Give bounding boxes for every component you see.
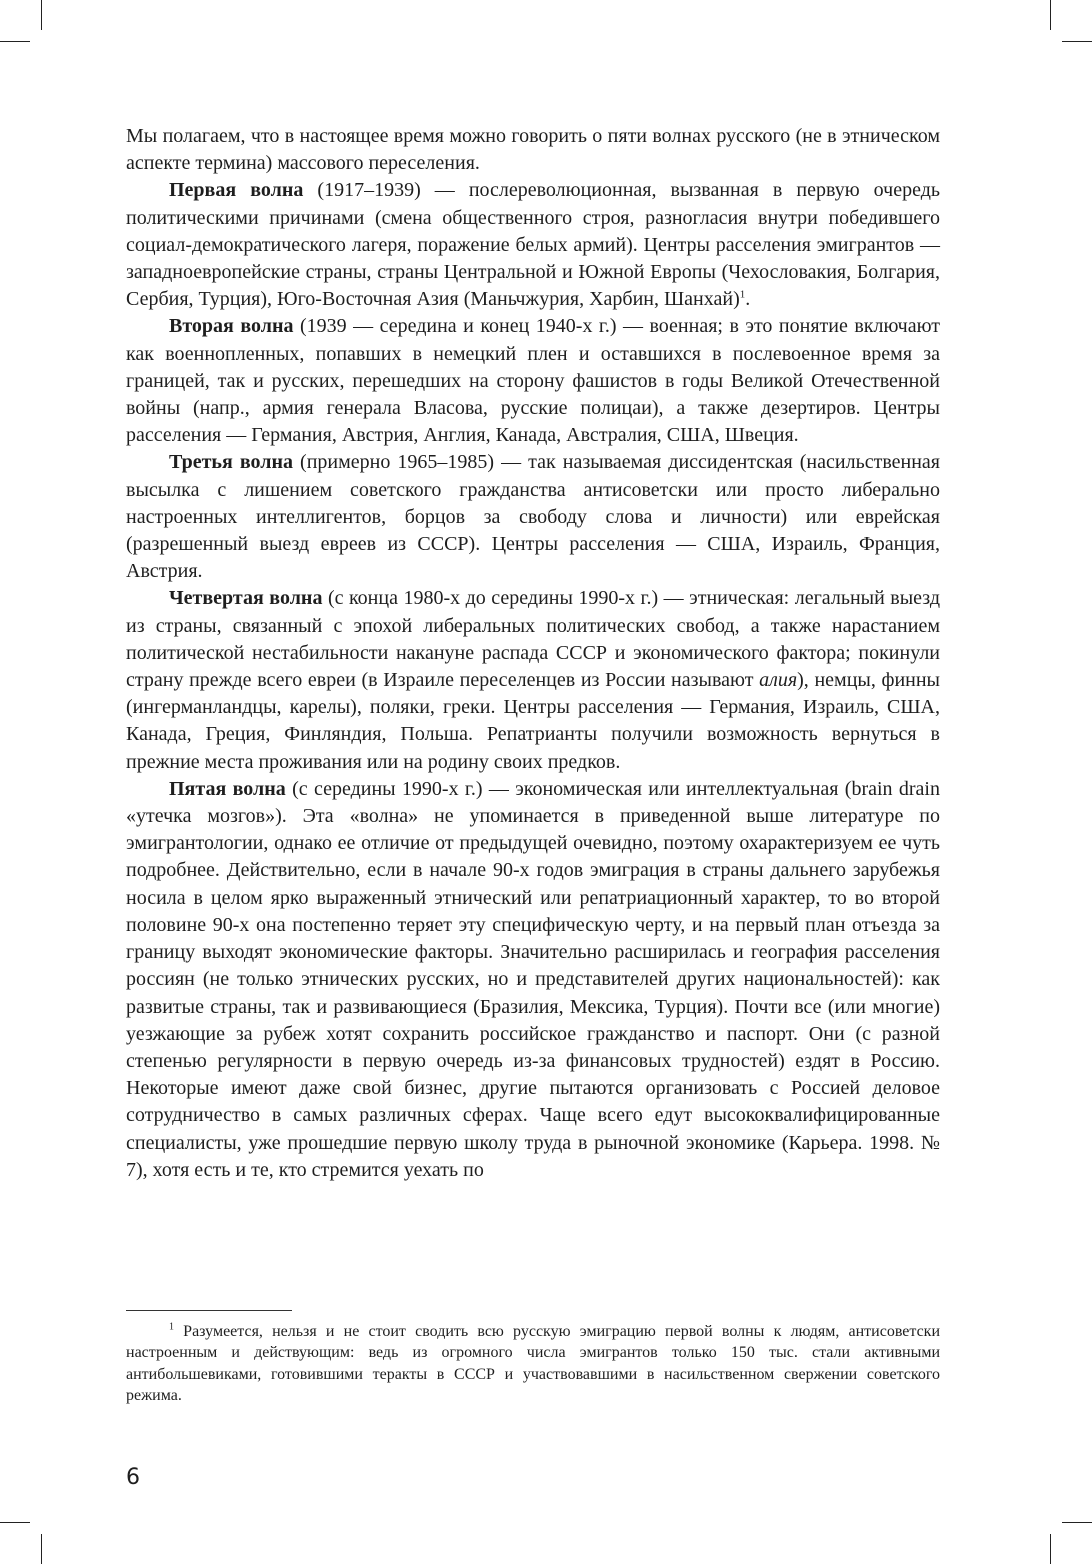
paragraph-first-wave (126, 177, 940, 313)
crop-mark (0, 1522, 30, 1523)
paragraph-text: ), немцы, финны (ингерманландцы, карелы), поляки, греки. Центры расселения — Германия, Израиль, США, Канада, Греция, Финляндия, Польша. Репатрианты получили возможность вернуться в прежние места проживания или на родину своих предков. (126, 669, 940, 773)
paragraph-heading: Третья волна (169, 451, 293, 474)
paragraph-text: (1917–1939) — послереволюционная, вызванная в первую очередь политическими причинами (смена общественного строя, разногласия внутри победившего социал-демократического лагеря, поражение белых армий). Центры расселения эмигрантов — западноевропейские страны, страны Центральной и Южной Европы (Чехословакия, Болгария, Сербия, Турция), Юго-Восточная Азия (Маньчжурия, Харбин, Шанхай) (126, 179, 941, 311)
crop-mark (1050, 0, 1051, 30)
footnote-text: Разумеется, нельзя и не стоит сводить всю русскую эмиграцию первой волны к людям, антисоветски настроенным и действующим: ведь из огромного числа эмигрантов только 150 тыс. стали активными антибольшевиками, готовившими теракты в СССР и участвовавшими в насильственном свержении советского режима. (126, 1323, 940, 1405)
crop-mark (41, 0, 42, 30)
italic-term: алия (759, 669, 798, 692)
page-number: 6 (126, 1465, 140, 1490)
footnote-ref[interactable]: 1 (739, 288, 746, 301)
paragraph-fifth-wave (126, 776, 940, 1184)
paragraph-text: (с конца 1980-х до середины 1990-х г.) — этническая: легальный выезд из страны, связанный с эпохой либеральных политических свобод, а также нарастанием политической нестабильности накануне распада СССР и экономического фактора; покинули страну прежде всего евреи (в Израиле переселенцев из России называют (126, 587, 941, 692)
paragraph-heading: Пятая волна (169, 777, 286, 800)
paragraph-text: . (745, 288, 751, 311)
paragraph-second-wave (126, 313, 940, 449)
footnote (126, 1321, 940, 1407)
footnote-marker: 1 (169, 1321, 174, 1333)
crop-mark (0, 41, 30, 42)
crop-mark (1050, 1534, 1051, 1564)
paragraph-text: (1939 — середина и конец 1940-х г.) — военная; в это понятие включают как военнопленных, попавших в немецкий плен и оставшихся в послевоенное время за границей, так и русских, перешедших на сторону фашистов в годы Великой Отечественной войны (напр., армия генерала Власова, русские полицаи), а также дезертиров. Центры расселения — Германия, Австрия, Англия, Канада, Австралия, США, Швеция. (126, 315, 940, 447)
main-text (126, 123, 940, 1184)
paragraph-text: (примерно 1965–1985) — так называемая диссидентская (насильственная высылка с лишением советского гражданства антисоветски или просто либерально настроенных интеллигентов, борцов за свободу слова и личности) или еврейская (разрешенный выезд евреев из СССР). Центры расселения — США, Израиль, Франция, Австрия. (126, 451, 940, 583)
paragraph-third-wave (126, 449, 940, 585)
paragraph-heading: Первая волна (169, 179, 304, 202)
paragraph-heading: Вторая волна (169, 315, 294, 338)
paragraph-heading: Четвертая волна (169, 587, 323, 610)
intro-paragraph (126, 123, 940, 177)
footnote-divider (126, 1310, 292, 1311)
paragraph-text: (с середины 1990-х г.) — экономическая или интеллектуальная (brain drain «утечка мозгов»). Эта «волна» не упоминается в приведенной выше литературе по эмигрантологии, однако ее отличие от предыдущей очевидно, поэтому охарактеризуем ее чуть подробнее. Действительно, если в начале 90-х годов эмиграция в страны дальнего зарубежья носила в целом ярко выраженный этнический или репатриационный характер, то во второй половине 90-х она постепенно теряет эту специфическую черту, и на первый план отъезда за границу выходят экономические факторы. Значительно расширилась и география расселения россиян (не только этнических русских, но и представителей других национальностей): как развитые страны, так и развивающиеся (Бразилия, Мексика, Турция). Почти все (или многие) уезжающие за рубеж хотят сохранить российское гражданство и паспорт. Они (с разной степенью регулярности в первую очередь из-за финансовых трудностей) ездят в Россию. Некоторые имеют даже свой бизнес, другие пытаются организовать с Россией деловое сотрудничество в самых различных сферах. Чаще всего едут высококвалифицированные специалисты, уже прошедшие первую школу труда в рыночной экономике (Карьера. 1998. № 7), хотя есть и те, кто стремится уехать по (126, 777, 940, 1181)
paragraph-fourth-wave (126, 585, 940, 775)
crop-mark (41, 1534, 42, 1564)
paragraph-text: Мы полагаем, что в настоящее время можно говорить о пяти волнах русского (не в этническом аспекте термина) массового переселения. (126, 125, 940, 175)
crop-mark (1062, 41, 1092, 42)
crop-mark (1062, 1522, 1092, 1523)
